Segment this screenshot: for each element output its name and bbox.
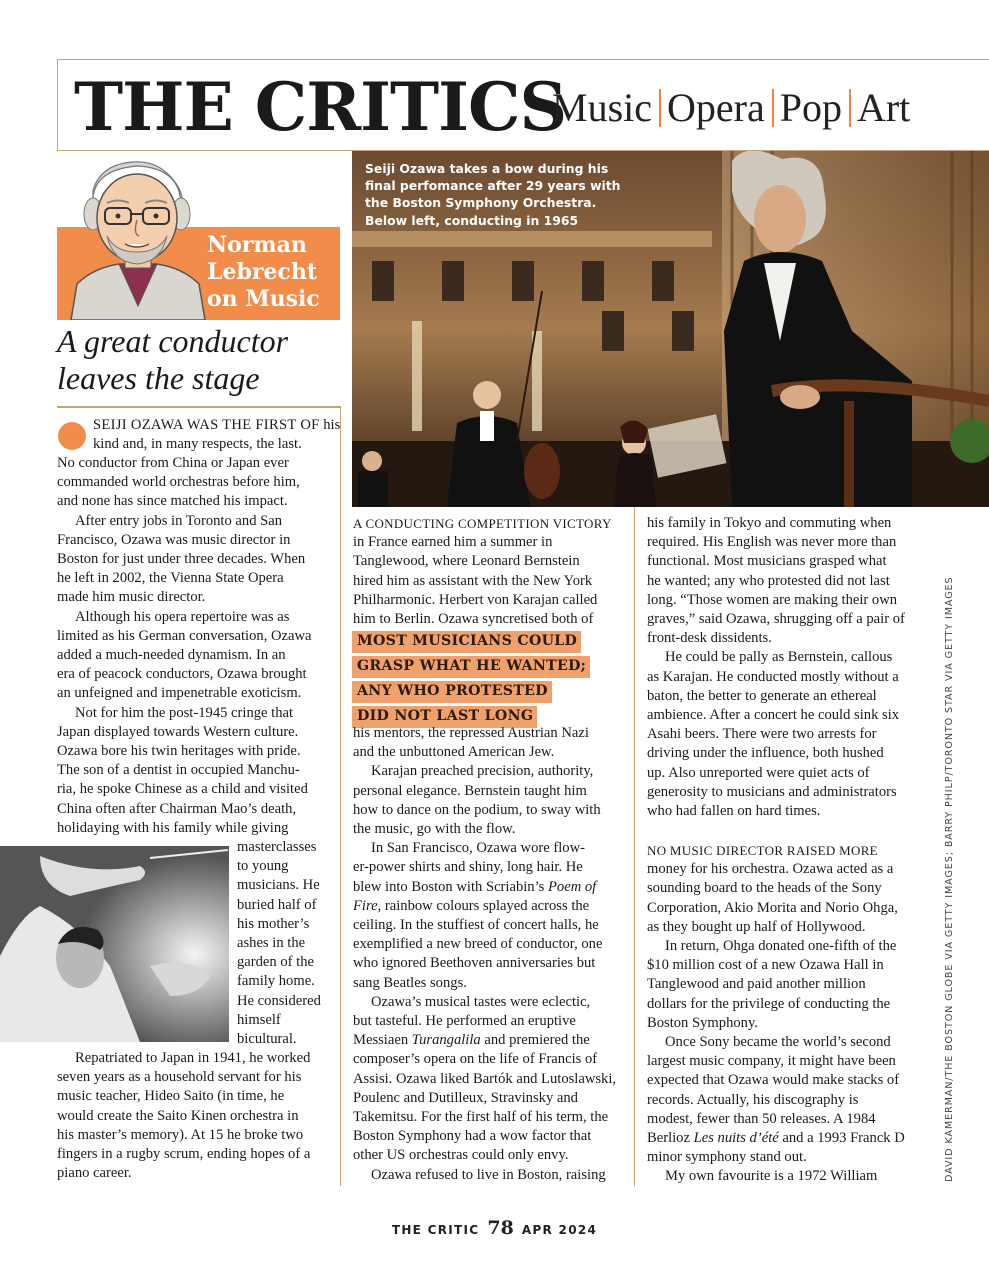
page-footer bbox=[0, 1217, 989, 1239]
text-line: piano career. bbox=[57, 1165, 132, 1182]
lead-in-caps: NO MUSIC DIRECTOR RAISED MORE bbox=[647, 843, 878, 858]
text-line bbox=[353, 878, 616, 897]
text-line: Although his opera repertoire was as bbox=[75, 608, 290, 625]
inset-photo bbox=[0, 846, 229, 1042]
text-line: sounding board to the heads of the Sony bbox=[647, 880, 882, 897]
text-line: records. Actually, his discography is bbox=[647, 1091, 859, 1108]
col1-text bbox=[57, 454, 312, 838]
text-line: Takemitsu. For the first half of his term, the bbox=[353, 1109, 609, 1126]
lead-in-caps: SEIJI OZAWA WAS THE FIRST OF bbox=[93, 417, 320, 433]
text-line: dollars for the privilege of conducting the bbox=[647, 995, 891, 1012]
text-line: his mentors, the repressed Austrian Nazi bbox=[353, 725, 589, 741]
italic-title: Fire bbox=[353, 897, 378, 914]
text-line: added a much-needed dynamism. In an bbox=[57, 647, 286, 664]
text-line: minor symphony stand out. bbox=[647, 1149, 807, 1166]
text-span: and premiered the bbox=[480, 1032, 590, 1049]
italic-title: Les nuits d’été bbox=[693, 1130, 779, 1147]
text-line: baton, the better to generate an ethereal bbox=[647, 687, 877, 704]
text-line: Ozawa’s musical tastes were eclectic, bbox=[371, 993, 591, 1010]
text-line: My own favourite is a 1972 William bbox=[665, 1168, 878, 1185]
col2-bottom-text bbox=[353, 724, 616, 1185]
text-line: but tasteful. He performed an eruptive bbox=[353, 1013, 576, 1030]
pull-quote bbox=[352, 631, 622, 731]
text-line: limited as his German conversation, Ozawa bbox=[57, 627, 312, 644]
headline-line: A great conductor bbox=[57, 323, 289, 359]
section-opera: Opera bbox=[667, 85, 765, 130]
text-line: ceiling. In the stuffiest of concert halls, he bbox=[353, 917, 599, 934]
lead-in-rest: his bbox=[319, 417, 341, 433]
footer-date: APR 2024 bbox=[521, 1223, 598, 1237]
page-number: 78 bbox=[487, 1217, 514, 1239]
text-line: Tanglewood and paid another million bbox=[647, 976, 866, 993]
pull-quote-line: ANY WHO PROTESTED bbox=[352, 681, 552, 703]
text-line bbox=[647, 1129, 905, 1148]
text-line: himself bbox=[237, 1011, 281, 1028]
text-line: Francisco, Ozawa was music director in bbox=[57, 531, 291, 548]
text-line: Once Sony became the world’s second bbox=[665, 1034, 891, 1051]
text-line: Boston Symphony. bbox=[647, 1014, 758, 1031]
conducting-1965-photo bbox=[0, 846, 229, 1042]
text-line: as Karajan. He conducted mostly without a bbox=[647, 668, 899, 685]
text-line: other US orchestras could only envy. bbox=[353, 1147, 569, 1164]
col1-line: kind and, in many respects, the last. bbox=[93, 436, 302, 452]
columnist-name-line: Lebrecht bbox=[207, 259, 317, 285]
text-line: After entry jobs in Toronto and San bbox=[75, 512, 283, 529]
text-line: The son of a dentist in occupied Manchu- bbox=[57, 762, 300, 779]
caption-line: Below left, conducting in 1965 bbox=[365, 212, 579, 228]
text-line: Poulenc and Dutilleux, Stravinsky and bbox=[353, 1089, 578, 1106]
text-line: made him music director. bbox=[57, 589, 206, 606]
section-divider bbox=[659, 89, 661, 127]
text-line: up. Also unreported were quiet acts of bbox=[647, 764, 870, 781]
pull-quote-line: GRASP WHAT HE WANTED; bbox=[352, 656, 590, 678]
text-line: In San Francisco, Ozawa wore flow- bbox=[371, 840, 585, 857]
text-line: he wanted; any who protested did not last bbox=[647, 572, 890, 589]
text-line: the music, go with the flow. bbox=[353, 821, 516, 838]
text-line: required. His English was never more than bbox=[647, 534, 897, 551]
text-line: largest music company, it might have been bbox=[647, 1053, 896, 1070]
text-line: his mother’s bbox=[237, 915, 310, 932]
italic-title: Turangalila bbox=[411, 1032, 481, 1049]
columnist-name bbox=[207, 232, 337, 313]
text-line: ria, he spoke Chinese as a child and visited bbox=[57, 781, 308, 798]
text-line: generosity to musicians and administrators bbox=[647, 783, 897, 800]
text-line: an unfeigned and impenetrable exoticism. bbox=[57, 685, 302, 702]
drop-dot bbox=[58, 422, 86, 450]
section-title: THE CRITICS bbox=[74, 68, 567, 146]
text-line: graves,” said Ozawa, shrugging off a pair of bbox=[647, 611, 905, 628]
section-music: Music bbox=[552, 85, 652, 130]
text-line: he left in 2002, the Vienna State Opera bbox=[57, 570, 284, 587]
text-line: how to dance on the podium, to sway with bbox=[353, 801, 601, 818]
text-line: Karajan preached precision, authority, bbox=[371, 763, 594, 780]
text-line: $10 million cost of a new Ozawa Hall in bbox=[647, 957, 884, 974]
text-span: and a 1993 Franck D bbox=[778, 1130, 905, 1147]
photo-credit: DAVID KAMERMAN/THE BOSTON GLOBE VIA GETTY IMAGES; BARRY PHILP/TORONTO STAR VIA GETTY IMAGES bbox=[944, 576, 955, 1182]
column-divider bbox=[634, 507, 635, 1186]
col1-lead-line bbox=[93, 416, 340, 435]
text-line: Repatriated to Japan in 1941, he worked bbox=[75, 1050, 311, 1066]
text-line: bicultural. bbox=[237, 1031, 297, 1048]
text-line: holidaying with his family while giving bbox=[57, 819, 289, 836]
col3-text-a bbox=[647, 514, 905, 821]
text-line: garden of the bbox=[237, 954, 314, 971]
text-line: musicians. He bbox=[237, 877, 320, 894]
text-line: Boston for just under three decades. When bbox=[57, 551, 306, 568]
text-line: long. “Those women are making their own bbox=[647, 591, 898, 608]
text-line: Corporation, Akio Morita and Norio Ohga, bbox=[647, 899, 898, 916]
col2-top-text bbox=[353, 514, 612, 629]
text-line: ashes in the bbox=[237, 935, 306, 952]
text-line: exemplified a new breed of conductor, one bbox=[353, 936, 603, 953]
text-line: He could be pally as Bernstein, callous bbox=[665, 649, 893, 666]
text-span: Messiaen bbox=[353, 1032, 412, 1049]
text-line: No conductor from China or Japan ever bbox=[57, 455, 289, 471]
headline-rule bbox=[57, 406, 340, 408]
text-line: In return, Ohga donated one-fifth of the bbox=[665, 938, 897, 955]
text-line: fingers in a rugby scrum, ending hopes of a bbox=[57, 1146, 311, 1163]
section-pop: Pop bbox=[779, 85, 842, 130]
text-line: functional. Most musicians grasped what bbox=[647, 553, 887, 570]
text-line: ambience. After a concert he could sink six bbox=[647, 707, 900, 724]
text-line: commanded world orchestras before him, bbox=[57, 474, 300, 491]
text-line: composer’s opera on the life of Francis of bbox=[353, 1051, 598, 1068]
text-line: music teacher, Hideo Saito (in time, he bbox=[57, 1088, 285, 1105]
footer-magazine: THE CRITIC bbox=[391, 1223, 480, 1237]
text-line: He considered bbox=[237, 992, 321, 1009]
text-line: sang Beatles songs. bbox=[353, 974, 467, 991]
text-line: as they bought up half of Hollywood. bbox=[647, 918, 866, 935]
text-line: in France earned him a summer in bbox=[353, 534, 553, 551]
text-span: , rainbow colours splayed across the bbox=[377, 897, 590, 914]
text-line: modest, fewer than 50 releases. A 1984 bbox=[647, 1110, 876, 1127]
columnist-caricature bbox=[63, 156, 213, 320]
columnist-block bbox=[57, 152, 340, 320]
text-line: would create the Saito Kinen orchestra in bbox=[57, 1107, 299, 1124]
text-span: Berlioz bbox=[647, 1130, 694, 1147]
text-line: to young bbox=[237, 858, 289, 875]
article-headline bbox=[57, 323, 340, 397]
caption-line: final perfomance after 29 years with bbox=[365, 178, 621, 194]
text-line: er-power shirts and shiny, long hair. He bbox=[353, 859, 583, 876]
col3-text-b bbox=[647, 841, 905, 1187]
photo-caption bbox=[365, 160, 625, 229]
pull-quote-line: DID NOT LAST LONG bbox=[352, 706, 537, 728]
text-line: Assisi. Ozawa liked Bartók and Lutoslawski, bbox=[353, 1070, 617, 1087]
text-line bbox=[353, 897, 616, 916]
text-line: Asahi beers. There were two arrests for bbox=[647, 726, 877, 743]
text-span: blew into Boston with Scriabin’s bbox=[353, 878, 548, 895]
text-line: and the unbuttoned American Jew. bbox=[353, 744, 555, 761]
text-line: buried half of bbox=[237, 896, 317, 913]
text-line: Japan displayed towards Western culture. bbox=[57, 723, 299, 740]
section-divider bbox=[849, 89, 851, 127]
text-line: Philharmonic. Herbert von Karajan called bbox=[353, 591, 598, 608]
section-header bbox=[57, 59, 989, 151]
text-line: Tanglewood, where Leonard Bernstein bbox=[353, 553, 580, 570]
text-line: hired him as assistant with the New York bbox=[353, 572, 593, 589]
italic-title: Poem of bbox=[548, 878, 597, 895]
text-line: China often after Chairman Mao’s death, bbox=[57, 800, 297, 817]
columnist-name-line: on Music bbox=[207, 286, 320, 312]
text-line: personal elegance. Bernstein taught him bbox=[353, 782, 587, 799]
text-line: front-desk dissidents. bbox=[647, 630, 772, 647]
section-nav bbox=[552, 86, 910, 130]
lead-in-caps: A CONDUCTING COMPETITION VICTORY bbox=[353, 516, 612, 531]
text-line: Not for him the post-1945 cringe that bbox=[75, 704, 294, 721]
col1-bottom-text bbox=[57, 1049, 310, 1183]
text-line: who ignored Beethoven anniversaries but bbox=[353, 955, 596, 972]
text-line: seven years as a household servant for his bbox=[57, 1069, 302, 1086]
column-divider bbox=[340, 406, 341, 1186]
text-line: Ozawa refused to live in Boston, raising bbox=[371, 1166, 606, 1183]
section-art: Art bbox=[856, 85, 911, 130]
text-line: era of peacock conductors, Ozawa brought bbox=[57, 666, 307, 683]
caption-line: Seiji Ozawa takes a bow during his bbox=[365, 161, 609, 176]
text-line: masterclasses bbox=[237, 839, 317, 855]
col1-wrap-text bbox=[237, 838, 321, 1049]
columnist-name-line: Norman bbox=[207, 232, 307, 258]
text-line: money for his orchestra. Ozawa acted as a bbox=[647, 861, 894, 878]
section-divider bbox=[772, 89, 774, 127]
text-line bbox=[353, 1031, 616, 1050]
text-line: him to Berlin. Ozawa syncretised both of bbox=[353, 611, 594, 628]
caption-line: the Boston Symphony Orchestra. bbox=[365, 195, 597, 211]
text-line: who had fallen on hard times. bbox=[647, 803, 821, 820]
pull-quote-line: MOST MUSICIANS COULD bbox=[352, 631, 581, 653]
text-line: and none has since matched his impact. bbox=[57, 493, 288, 510]
text-line: Boston Symphony had a wow factor that bbox=[353, 1128, 592, 1145]
text-line: family home. bbox=[237, 973, 315, 990]
text-line: his master’s memory). At 15 he broke two bbox=[57, 1126, 304, 1143]
text-line: driving under the influence, both hushed bbox=[647, 745, 884, 762]
text-line: his family in Tokyo and commuting when bbox=[647, 515, 892, 531]
text-line: expected that Ozawa would make stacks of bbox=[647, 1072, 900, 1089]
headline-line: leaves the stage bbox=[57, 360, 260, 396]
text-line: Ozawa bore his twin heritages with pride. bbox=[57, 743, 301, 760]
